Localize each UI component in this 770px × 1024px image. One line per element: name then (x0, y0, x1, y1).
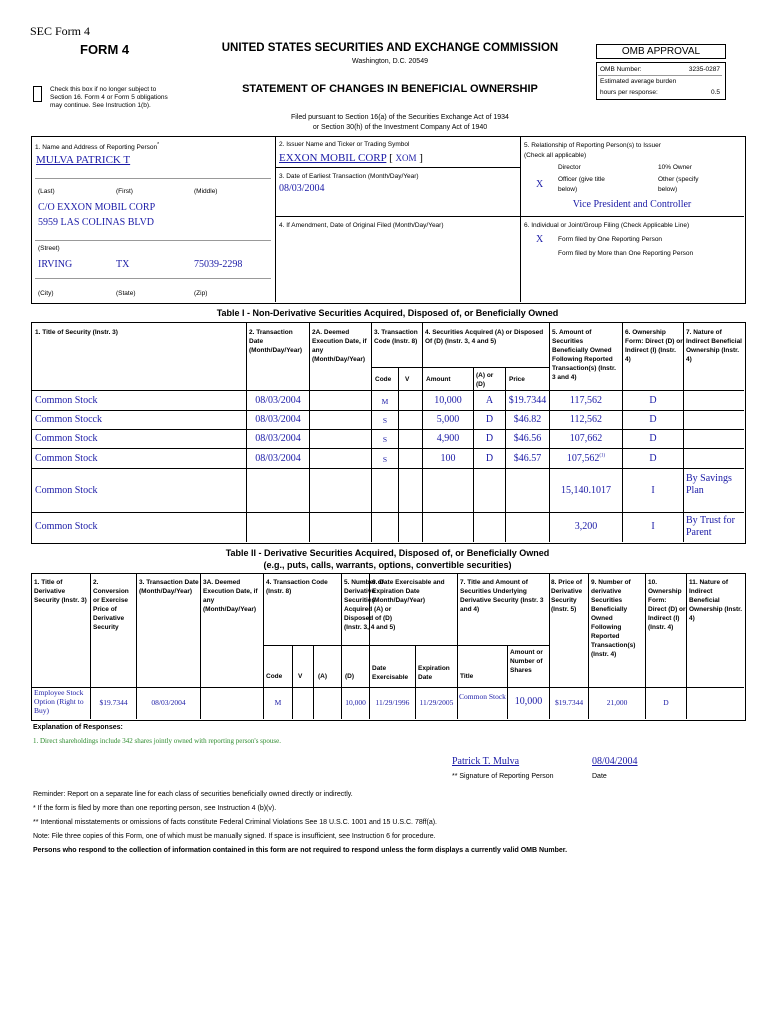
t2-h9: 9. Number of derivative Securities Beneficially Owned Following Reported Transaction(s) (Instr. 4) (591, 579, 636, 658)
t1-cell-owned: 107,562$^{(1)}$ (566, 453, 606, 464)
omb-number-label: OMB Number: (600, 66, 642, 73)
city-value: IRVING (38, 259, 73, 270)
t1-cell-amount: 10,000 (434, 395, 462, 406)
footer-reminder: Reminder: Report on a separate line for each class of securities beneficially owned directly or indirectly. (33, 791, 353, 798)
footer-note-3: Note: File three copies of this Form, one of which must be manually signed. If space is insufficient, see Instruction 6 for procedure. (33, 833, 436, 840)
officer-check-mark[interactable]: X (536, 179, 544, 190)
filing-label: 6. Individual or Joint/Group Filing (Check Applicable Line) (524, 222, 690, 229)
t1-cell-form: D (649, 395, 657, 406)
t1-cell-title: Common Stock (35, 453, 98, 464)
t2-sh-code: Code (266, 673, 283, 680)
amendment-label: 4. If Amendment, Date of Original Filed (Month/Day/Year) (279, 222, 444, 229)
footer-note-4: Persons who respond to the collection of information contained in this form are not required to respond unless the form displays a currently valid OMB Number. (33, 847, 568, 854)
filing-one-option[interactable]: Form filed by One Reporting Person (558, 236, 663, 243)
t2-h11: 11. Nature of Indirect Beneficial Ownership (Instr. 4) (689, 579, 743, 622)
ten-percent-owner-option[interactable]: 10% Owner (658, 164, 692, 171)
address-line-1: C/O EXXON MOBIL CORP (38, 202, 156, 213)
t1-cell-title: Common Stock (35, 485, 98, 496)
t1-cell-owned: 112,562 (569, 414, 603, 425)
t1-sh-amount: Amount (426, 376, 451, 383)
t1-h-acquired: 4. Securities Acquired (A) or Disposed Of (D) (Instr. 3, 4 and 5) (425, 329, 544, 345)
t1-cell-code: S (382, 416, 388, 425)
t2-sh-amount: Amount or Number of Shares (510, 649, 543, 674)
t1-h-deemed: 2A. Deemed Execution Date, if any (Month/Day/Year) (312, 329, 367, 363)
other-option[interactable]: Other (specify below) (658, 176, 699, 193)
t1-cell-title: Common Stock (35, 521, 98, 532)
t1-cell-amount: 100 (440, 453, 456, 464)
signature-date: 08/04/2004 (592, 756, 638, 767)
t1-h-code: 3. Transaction Code (Instr. 8) (374, 329, 418, 345)
t1-cell-date: 08/03/2004 (255, 453, 301, 464)
t1-h-ownership: 6. Ownership Form: Direct (D) or Indirect (I) (Instr. 4) (625, 329, 683, 363)
t1-sh-v: V (405, 376, 410, 383)
table1-title: Table I - Non-Derivative Securities Acquired, Disposed of, or Beneficially Owned (216, 308, 559, 318)
page-header: SEC Form 4 (30, 24, 91, 38)
zip-label: (Zip) (194, 290, 208, 297)
t1-cell-date: 08/03/2004 (255, 433, 301, 444)
t1-cell-form: I (651, 521, 655, 532)
t2-cell-exercisable: 11/29/1996 (375, 698, 410, 707)
reporting-person-name: MULVA PATRICK T (36, 154, 131, 166)
t1-cell-nature: By Trust for Parent (686, 515, 735, 538)
first-label: (First) (116, 188, 133, 195)
t2-cell-deriv-price: $19.7344 (554, 698, 584, 707)
relationship-label: 5. Relationship of Reporting Person(s) to Issuer (Check all applicable) (524, 142, 661, 159)
omb-burden-label: Estimated average burden (600, 78, 677, 85)
t1-cell-owned: 3,200 (574, 521, 598, 532)
filed-pursuant: Filed pursuant to Section 16(a) of the Securities Exchange Act of 1934 or Section 30(h) of the Investment Company Act of 1940 (291, 114, 509, 131)
t1-cell-title: Common Stock (35, 433, 98, 444)
state-value: TX (116, 259, 130, 270)
t1-cell-title: Common Stocck (35, 414, 102, 425)
t1-h-amount-owned: 5. Amount of Securities Beneficially Owned Following Reported Transaction(s) (Instr. 3 and 4) (552, 329, 616, 381)
explanation-1: 1. Direct shareholdings include 342 shares jointly owned with reporting person's spouse. (33, 737, 281, 745)
t1-cell-form: D (649, 453, 657, 464)
t2-sh-v: V (298, 673, 303, 680)
director-option[interactable]: Director (558, 164, 581, 171)
middle-label: (Middle) (194, 188, 218, 195)
statement-title: STATEMENT OF CHANGES IN BENEFICIAL OWNERSHIP (242, 83, 538, 95)
t1-cell-amount: 5,000 (436, 414, 460, 425)
t2-cell-amount: 10,000 (514, 696, 543, 707)
issuer-name: EXXON MOBIL CORP (279, 152, 387, 164)
table2-title: Table II - Derivative Securities Acquired, Disposed of, or Beneficially Owned (e.g., puts, calls, warrants, options, convertible securities) (225, 548, 550, 570)
omb-hours-value: 0.5 (710, 89, 720, 96)
t1-cell-code: S (382, 435, 388, 444)
t2-cell-expiration: 11/29/2005 (419, 698, 454, 707)
t2-h7: 7. Title and Amount of Securities Underlying Derivative Security (Instr. 3 and 4) (460, 579, 544, 613)
agency-title: UNITED STATES SECURITIES AND EXCHANGE COMMISSION (221, 42, 559, 54)
omb-title: OMB APPROVAL (621, 46, 701, 57)
t1-cell-owned: 15,140.1017 (561, 485, 611, 496)
t1-cell-ad: A (485, 395, 494, 406)
t2-cell-title: Employee Stock Option (Right to Buy) (34, 688, 84, 715)
t2-h3: 3. Transaction Date (Month/Day/Year) (139, 579, 199, 595)
omb-hours-label: hours per response: (600, 89, 658, 96)
t2-h6: 6. Date Exercisable and Expiration Date (Month/Day/Year) (372, 579, 445, 604)
t1-h-title: 1. Title of Security (Instr. 3) (35, 329, 118, 336)
agency-location: Washington, D.C. 20549 (351, 58, 428, 65)
t1-cell-code: S (382, 455, 388, 464)
state-label: (State) (116, 290, 136, 297)
t1-cell-ad: D (485, 433, 494, 444)
footer-note-2: ** Intentional misstatements or omissions of facts constitute Federal Criminal Violations See 18 U.S.C. 1001 and 15 U.S.C. 78ff(a). (33, 819, 437, 826)
t1-sh-price: Price (509, 376, 525, 383)
t1-cell-price: $19.7344 (508, 395, 547, 406)
t2-h4: 4. Transaction Code (Instr. 8) (266, 579, 328, 595)
t1-sh-aord: (A) or (D) (476, 372, 494, 388)
officer-option[interactable]: Officer (give title below) (558, 176, 605, 193)
t2-cell-form: D (663, 698, 669, 707)
signature-label: ** Signature of Reporting Person (452, 773, 554, 780)
street-label: (Street) (38, 245, 60, 252)
t2-h1: 1. Title of Derivative Security (Instr. 3) (34, 579, 87, 604)
t1-cell-owned: 107,662 (569, 433, 603, 444)
issuer-ticker: XOM (395, 153, 417, 163)
address-line-2: 5959 LAS COLINAS BLVD (38, 217, 155, 228)
t1-cell-date: 08/03/2004 (255, 395, 301, 406)
t2-cell-underlying: Common Stock (459, 692, 506, 701)
earliest-date: 08/03/2004 (279, 183, 325, 194)
last-label: (Last) (38, 188, 55, 195)
t1-cell-price: $46.56 (513, 433, 542, 444)
t2-h5: 5. Number of Derivative Securities Acquired (A) or Disposed of (D) (Instr. 3, 4 and 5) (344, 579, 396, 631)
earliest-date-label: 3. Date of Earliest Transaction (Month/Day/Year) (279, 173, 419, 180)
officer-title: Vice President and Controller (572, 199, 692, 210)
t2-cell-owned: 21,000 (606, 698, 628, 707)
t2-h3a: 3A. Deemed Execution Date, if any (Month/Day/Year) (203, 579, 258, 613)
t2-sh-exercisable: Date Exercisable (372, 665, 409, 681)
omb-number-value: 3235-0287 (688, 66, 720, 73)
t2-h10: 10. Ownership Form: Direct (D) or Indirect (I) (Instr. 4) (648, 579, 686, 631)
t1-cell-form: D (649, 414, 657, 425)
issuer-label: 2. Issuer Name and Ticker or Trading Symbol (279, 141, 410, 148)
t2-h8: 8. Price of Derivative Security (Instr. 5) (551, 579, 583, 613)
footer-note-1: * If the form is filed by more than one reporting person, see Instruction 4 (b)(v). (33, 805, 277, 812)
signature-date-label: Date (592, 773, 607, 780)
t1-cell-owned: 117,562 (569, 395, 603, 406)
reporting-person-label: 1. Name and Address of Reporting Person* (35, 142, 160, 152)
t2-cell-code: M (274, 698, 282, 707)
t1-cell-date: 08/03/2004 (255, 414, 301, 425)
t2-h2: 2. Conversion or Exercise Price of Derivative Security (93, 579, 129, 631)
t2-sh-d: (D) (345, 673, 355, 680)
zip-value: 75039-2298 (194, 259, 243, 270)
t1-cell-amount: 4,900 (436, 433, 460, 444)
t1-cell-price: $46.82 (513, 414, 542, 425)
t1-cell-ad: D (485, 453, 494, 464)
footnote-ref: (1) (599, 453, 606, 459)
t1-h-nature: 7. Nature of Indirect Beneficial Ownership (Instr. 4) (686, 329, 742, 363)
t1-cell-form: D (649, 433, 657, 444)
t2-sh-expiration: Expiration Date (418, 665, 450, 681)
t1-cell-form: I (651, 485, 655, 496)
t1-sh-code: Code (375, 376, 392, 383)
t1-cell-price: $46.57 (513, 453, 542, 464)
filing-more-option[interactable]: Form filed by More than One Reporting Person (558, 250, 694, 257)
t1-cell-nature: By Savings Plan (686, 473, 732, 496)
filing-one-mark[interactable]: X (536, 234, 544, 245)
t1-cell-code: M (381, 397, 389, 406)
t2-sh-title: Title (460, 673, 474, 680)
t2-cell-d: 10,000 (345, 698, 366, 707)
signature-name: Patrick T. Mulva (452, 756, 520, 767)
city-label: (City) (38, 290, 54, 297)
omb-title-box (596, 44, 726, 59)
t1-cell-title: Common Stock (35, 395, 98, 406)
issuer-name-row: EXXON MOBIL CORP [ XOM ] (279, 152, 423, 164)
no-longer-subject-checkbox[interactable] (33, 86, 42, 102)
t1-cell-ad: D (485, 414, 494, 425)
t2-cell-price: $19.7344 (99, 698, 128, 707)
t2-sh-a: (A) (318, 673, 328, 680)
checkbox-instruction: Check this box if no longer subject to Section 16. Form 4 or Form 5 obligations may continue. See Instruction 1(b). (50, 86, 168, 109)
explanation-label: Explanation of Responses: (33, 724, 123, 731)
t2-cell-date: 08/03/2004 (151, 698, 186, 707)
t1-h-date: 2. Transaction Date (Month/Day/Year) (249, 329, 303, 354)
form-label: FORM 4 (80, 42, 130, 57)
